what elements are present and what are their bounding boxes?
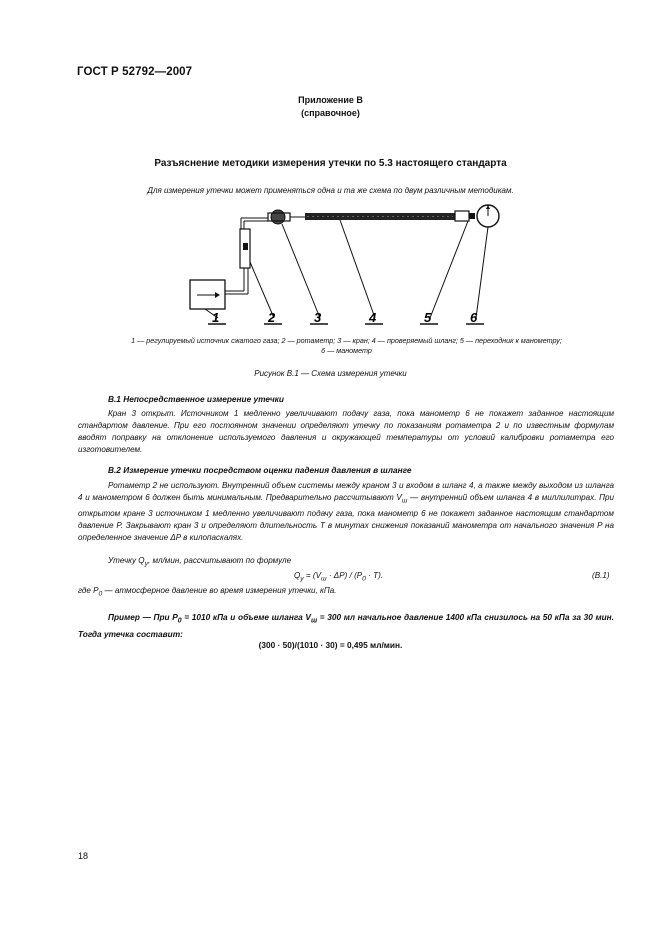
intro-text: Для измерения утечки может применяться одна и та же схема по двум различным методикам.: [147, 186, 514, 195]
formula-where: где $P_0$ — атмосферное давление во время измерения утечки, кПа.: [78, 586, 337, 598]
tested-hose: [305, 213, 455, 220]
legend-line-2: 6 — манометр: [321, 346, 372, 355]
figure-label-5: 5: [424, 310, 432, 325]
formula-number: (В.1): [592, 571, 610, 580]
measurement-scheme-figure: [170, 198, 510, 328]
manometer: [477, 205, 499, 227]
figure-label-2: 2: [268, 310, 276, 325]
leader-lines: [205, 220, 488, 318]
b2-paragraph-2: Утечку $Q_у$, мл/мин, рассчитывают по формуле: [108, 556, 292, 568]
legend-line-1: 1 — регулируемый источник сжатого газа; 2 — ротаметр; 3 — кран; 4 — проверяемый шланг; 5 — переходник к манометру;: [131, 336, 562, 345]
gas-source: [190, 280, 225, 309]
page-number: 18: [78, 851, 89, 861]
figure-legend: [74, 336, 619, 356]
figure-caption: Рисунок В.1 — Схема измерения утечки: [254, 369, 407, 378]
valve: [268, 210, 305, 224]
section-title: Разъяснение методики измерения утечки по 5.3 настоящего стандарта: [154, 158, 507, 169]
figure-label-6: 6: [470, 310, 478, 325]
example-text: Пример — При $P_0 = 1010$ кПа и объеме шланга $V_ш = 300$ мл начальное давление 1400 кПа снизилось на 50 кПа за 30 мин. Тогда утечка составит:: [78, 612, 614, 640]
appendix-title: Приложение В: [298, 95, 363, 105]
formula-b1: $Q_у = (V_ш \cdot \Delta P) / (P_0 \cdot T)$.: [294, 571, 384, 583]
appendix-subtitle: (справочное): [301, 108, 360, 118]
figure-label-4: 4: [369, 310, 377, 325]
b1-heading: В.1 Непосредственное измерение утечки: [108, 394, 284, 404]
example-result: (300 · 50)/(1010 · 30) = 0,495 мл/мин.: [258, 640, 403, 650]
adapter: [455, 211, 475, 221]
figure-label-3: 3: [314, 310, 322, 325]
document-code: ГОСТ Р 52792—2007: [77, 66, 193, 78]
b1-text: Кран 3 открыт. Источником 1 медленно увеличивают подачу газа, пока манометр 6 не покажет заданное настоящим стандартом давление. При его постоянном значении определяют утечку по показаниям ротаметра 2 и по известным формулам вводят поправку на отклонение используемого давления и окружающей температуры от условий калибровки ротаметра его изготовителем.: [78, 409, 614, 454]
b2-paragraph-1: Ротаметр 2 не используют. Внутренний объем системы между краном 3 и входом в шланг 4, а также между выходом из шланга 4 и манометром 6 должен быть минимальным. Предварительно рассчитывают $V_ш$ — внутренний объем шланга 4 в миллилитрах. При открытом кране 3 источником 1 медленно увеличивают подачу газа, пока манометр 6 не покажет заданное настоящим стандартом давление P. Закрывают кран 3 и определяют длительность T в минутах снижения показаний манометра от начального значения P на определенное значение ΔP в килопаскалях.: [78, 481, 614, 542]
b2-heading: В.2 Измерение утечки посредством оценки падения давления в шланге: [108, 465, 412, 475]
rotameter: [240, 229, 250, 268]
figure-label-1: 1: [212, 310, 220, 325]
